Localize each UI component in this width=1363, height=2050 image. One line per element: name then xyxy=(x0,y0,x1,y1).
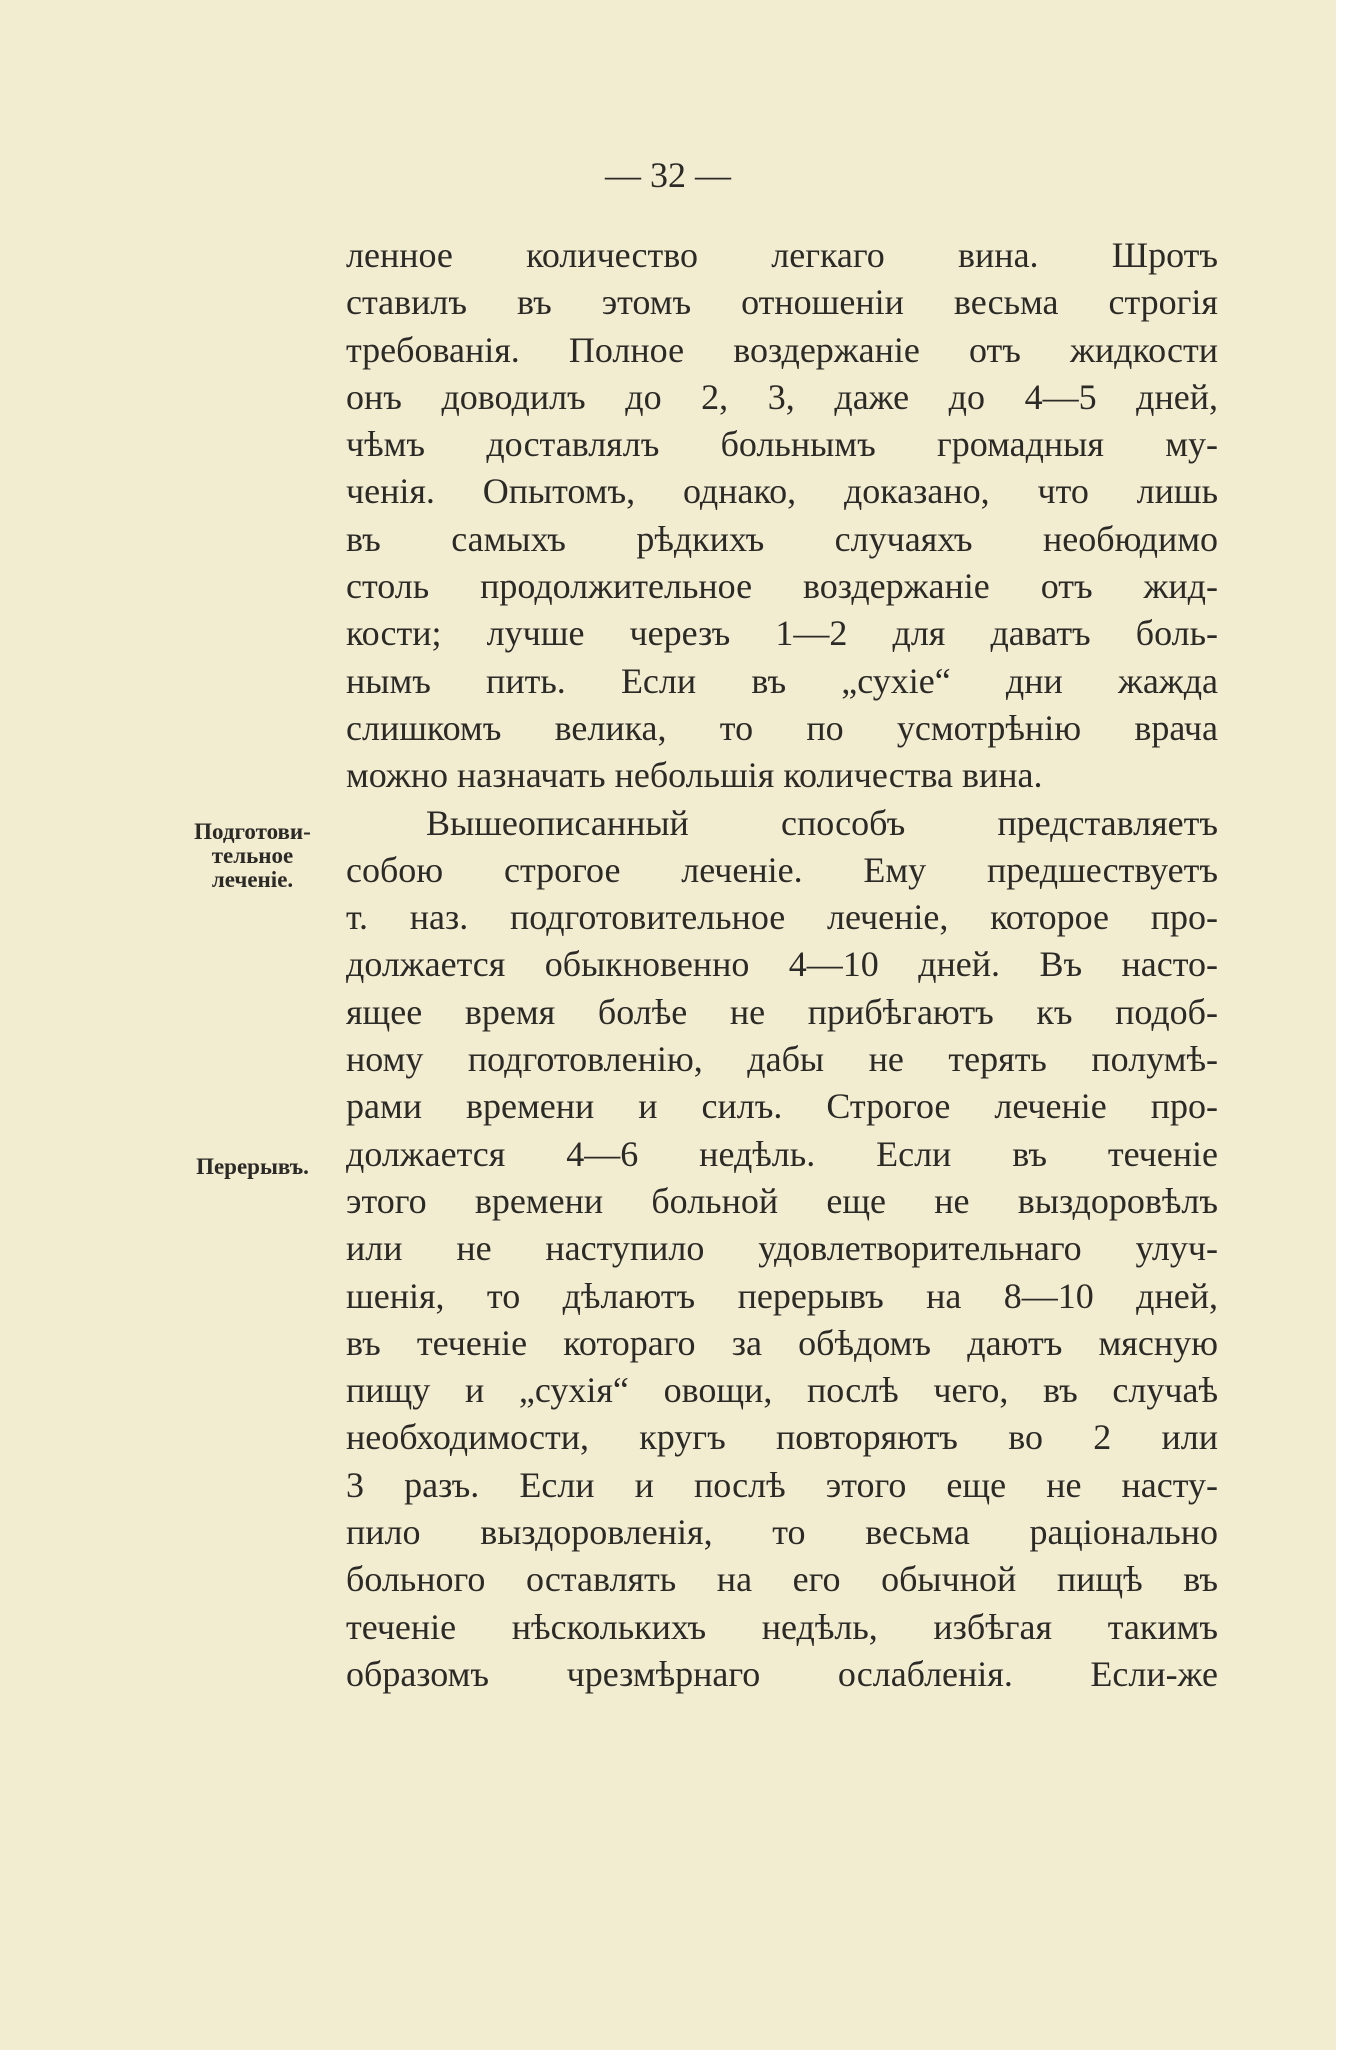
text-line: въ теченіе котораго за обѣдомъ даютъ мясную xyxy=(346,1322,1218,1363)
text-line: собою строгое леченіе. Ему предшествуетъ xyxy=(346,849,1218,890)
text-line: нымъ пить. Если въ „сухіе“ дни жажда xyxy=(346,660,1218,701)
text-line: онъ доводилъ до 2, 3, даже до 4—5 дней, xyxy=(346,376,1218,417)
text-line: ченія. Опытомъ, однако, доказано, что лишь xyxy=(346,471,1218,512)
text-line: должается 4—6 недѣль. Если въ теченіе xyxy=(346,1133,1218,1174)
page-edge xyxy=(1336,0,1363,2050)
text-line: теченіе нѣсколькихъ недѣль, избѣгая такимъ xyxy=(346,1606,1218,1647)
text-line: ставилъ въ этомъ отношеніи весьма строгія xyxy=(346,282,1218,323)
text-line: шенія, то дѣлаютъ перерывъ на 8—10 дней, xyxy=(346,1275,1218,1316)
body-text xyxy=(346,232,1218,1698)
text-line: 3 разъ. Если и послѣ этого еще не насту- xyxy=(346,1464,1218,1505)
text-line: требованія. Полное воздержаніе отъ жидкости xyxy=(346,329,1218,370)
margin-note-line: леченіе. xyxy=(211,867,294,892)
text-line: необходимости, кругъ повторяютъ во 2 или xyxy=(346,1417,1218,1458)
text-line: Вышеописанный способъ представляетъ xyxy=(426,802,1218,843)
margin-note-line: тельное xyxy=(211,843,294,868)
margin-note-preparatory-treatment xyxy=(165,820,340,892)
text-line: чѣмъ доставлялъ больнымъ громадныя му- xyxy=(346,424,1218,465)
text-line: ному подготовленію, дабы не терять полумѣ- xyxy=(346,1039,1218,1080)
text-line: рами времени и силъ. Строгое леченіе про- xyxy=(346,1086,1218,1127)
text-line: въ самыхъ рѣдкихъ случаяхъ необюдимо xyxy=(346,518,1218,559)
margin-note-line: Подготови- xyxy=(194,819,311,844)
text-line: образомъ чрезмѣрнаго ослабленія. Если-же xyxy=(346,1653,1218,1694)
text-line: или не наступило удовлетворительнаго улуч- xyxy=(346,1228,1218,1269)
text-line: ящее время болѣе не прибѣгаютъ къ подоб- xyxy=(346,991,1218,1032)
text-line: должается обыкновенно 4—10 дней. Въ насто- xyxy=(346,944,1218,985)
text-line: можно назначать небольшія количества вина. xyxy=(346,755,1043,796)
text-line: пищу и „сухія“ овощи, послѣ чего, въ случаѣ xyxy=(346,1370,1218,1411)
text-line: столь продолжительное воздержаніе отъ жид- xyxy=(346,566,1218,607)
text-line: кости; лучше черезъ 1—2 для даватъ боль- xyxy=(346,613,1218,654)
margin-note-line: Перерывъ. xyxy=(196,1154,309,1179)
text-line: т. наз. подготовительное леченіе, которое про- xyxy=(346,897,1218,938)
margin-note-break xyxy=(165,1155,340,1179)
page-number: — 32 — xyxy=(605,155,731,195)
text-line: этого времени больной еще не выздоровѣлъ xyxy=(346,1180,1218,1221)
text-line: слишкомъ велика, то по усмотрѣнію врача xyxy=(346,707,1218,748)
text-line: ленное количество легкаго вина. Шротъ xyxy=(346,235,1218,275)
text-line: пило выздоровленія, то весьма раціонально xyxy=(346,1512,1218,1553)
text-line: больного оставлять на его обычной пищѣ въ xyxy=(346,1559,1218,1600)
